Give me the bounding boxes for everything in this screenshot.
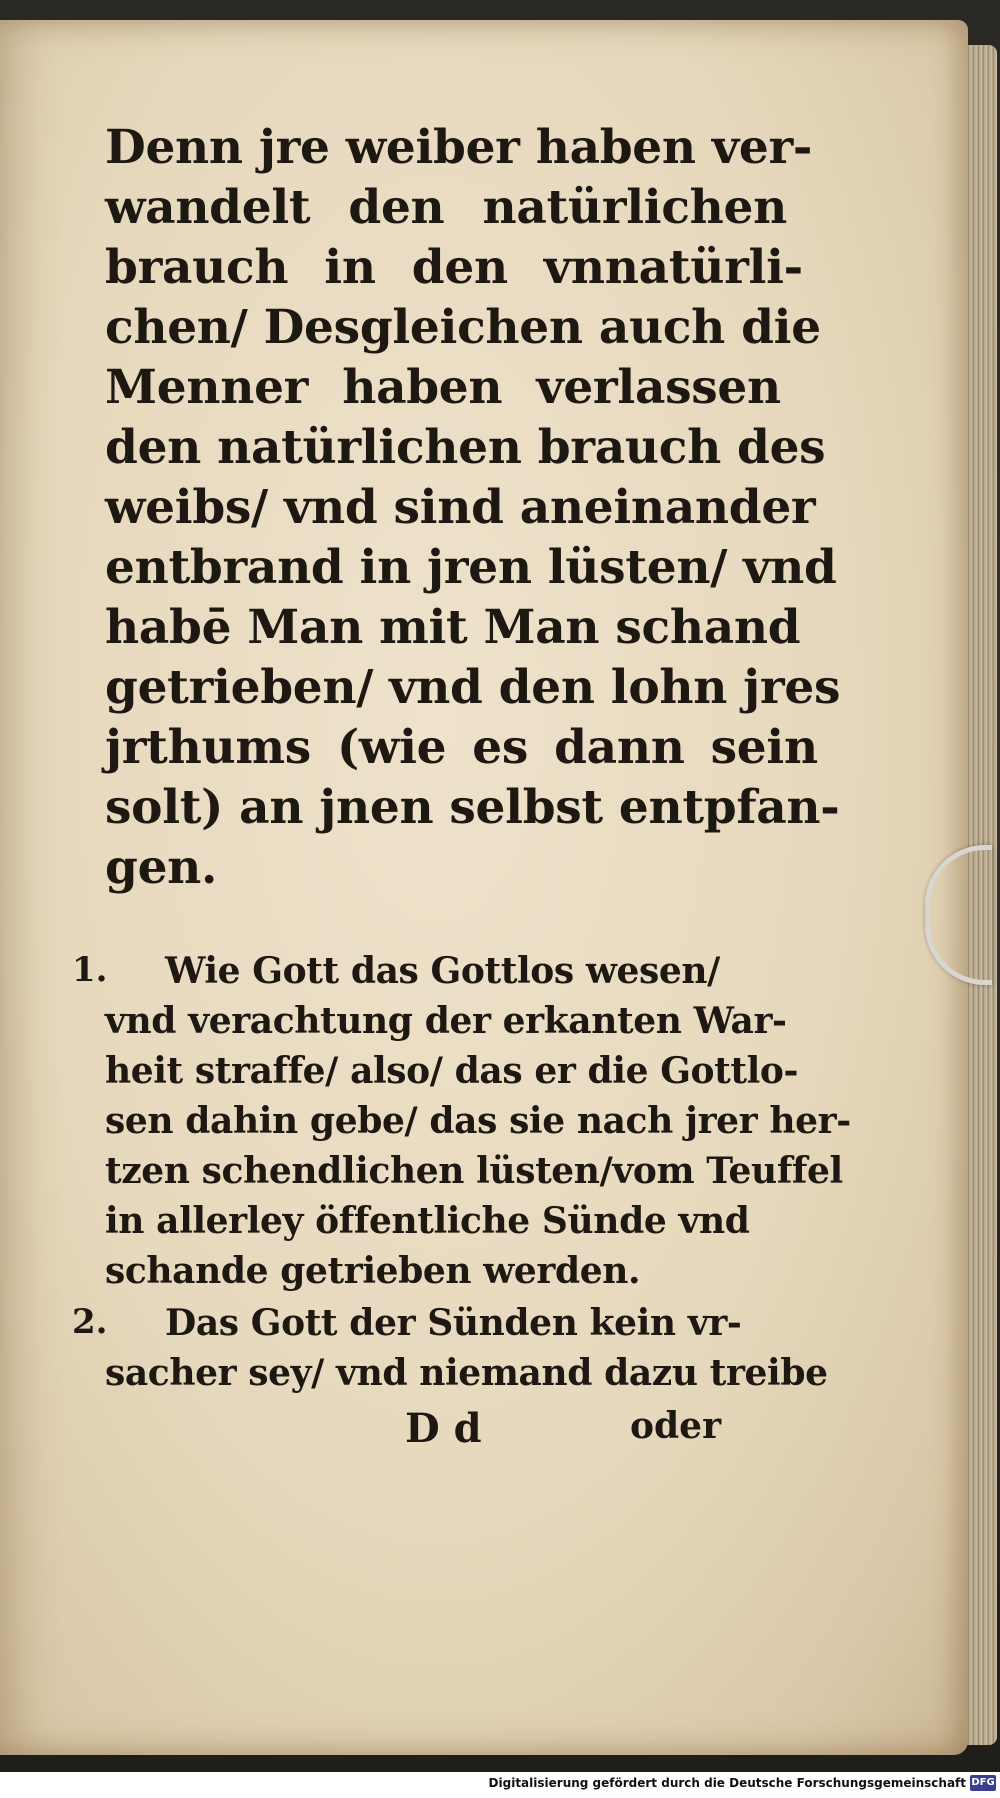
signature-mark: D d (405, 1405, 482, 1452)
note-line: Das Gott der Sünden kein vr- (165, 1302, 742, 1344)
main-line: chen/ Desgleichen auch die (105, 300, 821, 355)
book-page (0, 20, 968, 1755)
main-line: jrthums (wie es dann sein (105, 720, 818, 775)
main-line: entbrand in jren lüsten/ vnd (105, 540, 837, 595)
note-line: in allerley öffentliche Sünde vnd (105, 1200, 750, 1242)
text-block (105, 120, 851, 1520)
note-number: 1. (72, 950, 108, 990)
main-line: solt) an jnen selbst entpfan- (105, 780, 840, 835)
main-line: wandelt den natürlichen (105, 180, 788, 235)
dfg-logo-icon: DFG (970, 1775, 996, 1791)
note-line: vnd verachtung der erkanten War- (105, 1000, 787, 1042)
note-line: sacher sey/ vnd niemand dazu treibe (105, 1352, 828, 1394)
main-line: getrieben/ vnd den lohn jres (105, 660, 841, 715)
note-line: tzen schendlichen lüsten/vom Teuffel (105, 1150, 843, 1192)
footer-credit: Digitalisierung gefördert durch die Deutsche Forschungsgemeinschaft (488, 1776, 966, 1790)
main-line: gen. (105, 840, 218, 895)
note-line: sen dahin gebe/ das sie nach jrer her- (105, 1100, 851, 1142)
main-line: brauch in den vnnatürli- (105, 240, 803, 295)
note-line: Wie Gott das Gottlos wesen/ (165, 950, 720, 992)
note-line: schande getrieben werden. (105, 1250, 641, 1292)
main-line: Denn jre weiber haben ver- (105, 120, 813, 175)
main-line: Menner haben verlassen (105, 360, 781, 415)
note-line: heit straffe/ also/ das er die Gottlo- (105, 1050, 799, 1092)
main-line: habē Man mit Man schand (105, 600, 801, 655)
main-line: den natürlichen brauch des (105, 420, 826, 475)
footer-bar (0, 1772, 1000, 1798)
catchword: oder (630, 1405, 722, 1447)
main-line: weibs/ vnd sind aneinander (105, 480, 816, 535)
note-number: 2. (72, 1302, 108, 1342)
